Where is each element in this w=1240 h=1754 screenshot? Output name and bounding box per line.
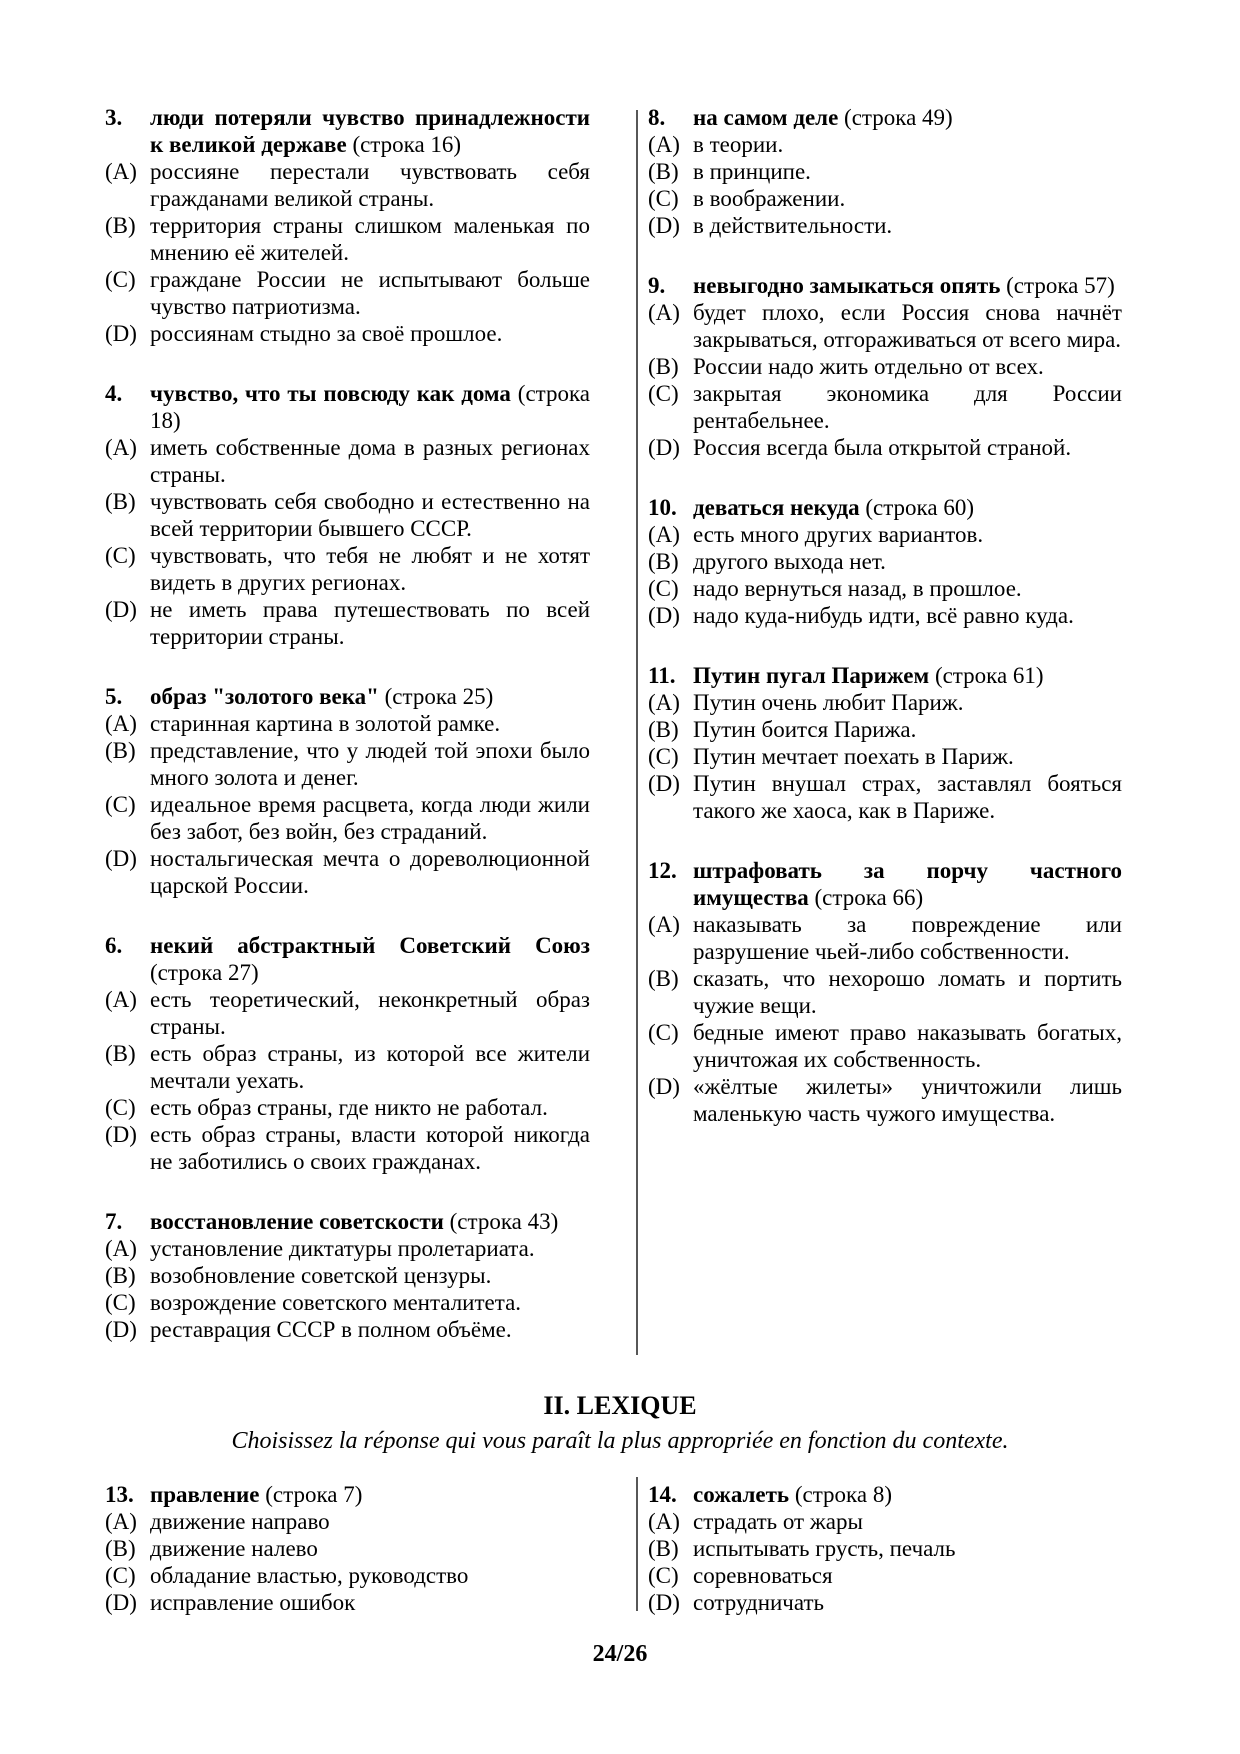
question-keyword: образ "золотого века" (150, 684, 379, 709)
option-letter: (C) (105, 1095, 136, 1120)
answer-option (648, 1562, 1122, 1589)
option-letter: (C) (648, 186, 679, 211)
question-keyword: некий абстрактный Советский Союз (150, 933, 590, 958)
lexique-section-header (0, 1392, 1240, 1455)
option-letter: (D) (648, 1074, 680, 1099)
option-text: в принципе. (693, 159, 811, 184)
questions-column-right (648, 104, 1122, 1343)
question-keyword: Путин пугал Парижем (693, 663, 930, 688)
answer-option (648, 299, 1122, 353)
option-letter: (C) (648, 381, 679, 406)
answer-option (105, 1040, 590, 1094)
question-block (648, 494, 1122, 629)
question-block (105, 380, 590, 650)
option-text: надо вернуться назад, в прошлое. (693, 576, 1022, 601)
answer-option (105, 320, 590, 347)
question-title (693, 494, 1122, 521)
question-header (648, 272, 1122, 299)
option-letter: (A) (648, 690, 680, 715)
option-letter: (D) (648, 603, 680, 628)
option-text: ностальгическая мечта о дореволюционной царской России. (150, 846, 590, 898)
question-header (648, 494, 1122, 521)
question-block (105, 1208, 590, 1343)
question-title (150, 380, 590, 434)
answer-option (105, 737, 590, 791)
option-text: есть теоретический, неконкретный образ страны. (150, 987, 590, 1039)
question-line-ref: (строка 16) (352, 132, 462, 157)
option-letter: (B) (648, 549, 679, 574)
option-letter: (B) (105, 1536, 136, 1561)
option-letter: (D) (105, 1590, 137, 1615)
option-text: россиянам стыдно за своё прошлое. (150, 321, 503, 346)
answer-option (105, 1289, 590, 1316)
question-title (150, 1208, 590, 1235)
question-title (150, 683, 590, 710)
answer-option (105, 266, 590, 320)
option-letter: (B) (105, 213, 136, 238)
question-block (648, 1481, 1122, 1616)
option-letter: (A) (648, 132, 680, 157)
answer-option (648, 716, 1122, 743)
answer-option (105, 1316, 590, 1343)
answer-option (648, 131, 1122, 158)
answer-option (648, 212, 1122, 239)
option-letter: (D) (648, 213, 680, 238)
questions-column-left (105, 104, 590, 1343)
option-text: в теории. (693, 132, 784, 157)
option-text: движение направо (150, 1509, 330, 1534)
question-block (648, 272, 1122, 461)
question-title (150, 932, 590, 986)
option-letter: (A) (648, 912, 680, 937)
page-number: 24/26 (592, 1641, 648, 1667)
option-text: не иметь права путешествовать по всей территории страны. (150, 597, 590, 649)
option-letter: (B) (648, 354, 679, 379)
option-text: территория страны слишком маленькая по мнению её жителей. (150, 213, 590, 265)
option-text: будет плохо, если Россия снова начнёт закрываться, отгораживаться от всего мира. (693, 300, 1122, 352)
answer-option (105, 1235, 590, 1262)
answer-option (105, 1562, 590, 1589)
option-letter: (A) (105, 159, 137, 184)
question-header (105, 1208, 590, 1235)
option-text: Путин внушал страх, заставлял бояться такого же хаоса, как в Париже. (693, 771, 1122, 823)
option-text: соревноваться (693, 1563, 833, 1588)
answer-option (105, 1094, 590, 1121)
option-letter: (A) (105, 1509, 137, 1534)
question-number: 4. (105, 381, 123, 406)
answer-option (105, 542, 590, 596)
question-title (150, 104, 590, 158)
question-line-ref: (строка 60) (865, 495, 975, 520)
option-text: в действительности. (693, 213, 893, 238)
answer-option (648, 380, 1122, 434)
answer-option (105, 434, 590, 488)
question-block (105, 932, 590, 1175)
question-keyword: сожалеть (693, 1482, 790, 1507)
answer-option (105, 1508, 590, 1535)
option-letter: (B) (105, 489, 136, 514)
question-line-ref: (строка 27) (150, 960, 259, 985)
answer-option (648, 602, 1122, 629)
question-line-ref: (строка 66) (814, 885, 924, 910)
question-number: 9. (648, 273, 666, 298)
answer-option (105, 845, 590, 899)
answer-option (648, 548, 1122, 575)
question-header (105, 380, 590, 434)
question-header (648, 662, 1122, 689)
option-text: Россия всегда была открытой страной. (693, 435, 1072, 460)
question-title (693, 104, 1122, 131)
answer-option (648, 1019, 1122, 1073)
option-text: сотрудничать (693, 1590, 825, 1615)
question-title (693, 272, 1122, 299)
answer-option (648, 575, 1122, 602)
option-text: наказывать за повреждение или разрушение чьей-либо собственности. (693, 912, 1122, 964)
option-text: страдать от жары (693, 1509, 863, 1534)
answer-option (105, 212, 590, 266)
question-line-ref: (строка 49) (844, 105, 953, 130)
question-block (648, 857, 1122, 1127)
answer-option (648, 1589, 1122, 1616)
answer-option (648, 158, 1122, 185)
option-letter: (C) (105, 543, 136, 568)
option-letter: (A) (648, 522, 680, 547)
question-line-ref: (строка 7) (265, 1482, 363, 1507)
answer-option (648, 770, 1122, 824)
question-keyword: штрафовать за порчу частного имущества (693, 858, 1122, 910)
option-text: испытывать грусть, печаль (693, 1536, 956, 1561)
question-header (105, 104, 590, 158)
option-text: идеальное время расцвета, когда люди жили без забот, без войн, без страданий. (150, 792, 590, 844)
option-letter: (A) (105, 987, 137, 1012)
answer-option (648, 521, 1122, 548)
question-number: 3. (105, 105, 123, 130)
answer-option (648, 434, 1122, 461)
question-number: 5. (105, 684, 123, 709)
option-text: установление диктатуры пролетариата. (150, 1236, 535, 1261)
option-letter: (B) (648, 717, 679, 742)
lexique-column-right (648, 1481, 1122, 1616)
option-text: возобновление советской цензуры. (150, 1263, 492, 1288)
option-text: старинная картина в золотой рамке. (150, 711, 501, 736)
question-keyword: восстановление советскости (150, 1209, 444, 1234)
answer-option (648, 1535, 1122, 1562)
question-keyword: на самом деле (693, 105, 839, 130)
question-header (648, 104, 1122, 131)
option-text: Путин мечтает поехать в Париж. (693, 744, 1014, 769)
question-header (105, 683, 590, 710)
option-text: есть образ страны, власти которой никогда не заботились о своих гражданах. (150, 1122, 590, 1174)
answer-option (105, 791, 590, 845)
question-header (105, 932, 590, 986)
answer-option (648, 965, 1122, 1019)
option-text: есть много других вариантов. (693, 522, 984, 547)
option-text: есть образ страны, из которой все жители мечтали уехать. (150, 1041, 590, 1093)
option-text: «жёлтые жилеты» уничтожили лишь маленькую часть чужого имущества. (693, 1074, 1122, 1126)
option-text: сказать, что нехорошо ломать и портить чужие вещи. (693, 966, 1122, 1018)
option-text: представление, что у людей той эпохи было много золота и денег. (150, 738, 590, 790)
option-text: закрытая экономика для России рентабельнее. (693, 381, 1122, 433)
lexique-questions-section (105, 1481, 1122, 1616)
option-letter: (C) (648, 1020, 679, 1045)
question-number: 13. (105, 1482, 134, 1507)
question-title (693, 1481, 1122, 1508)
answer-option (105, 1535, 590, 1562)
option-text: исправление ошибок (150, 1590, 356, 1615)
option-letter: (D) (648, 435, 680, 460)
answer-option (648, 911, 1122, 965)
option-text: возрождение советского менталитета. (150, 1290, 522, 1315)
answer-option (105, 986, 590, 1040)
option-text: движение налево (150, 1536, 318, 1561)
question-title (693, 857, 1122, 911)
question-title (150, 1481, 590, 1508)
answer-option (105, 488, 590, 542)
answer-option (105, 1262, 590, 1289)
question-keyword: невыгодно замыкаться опять (693, 273, 1001, 298)
option-letter: (D) (648, 771, 680, 796)
option-letter: (D) (105, 1317, 137, 1342)
option-text: реставрация СССР в полном объёме. (150, 1317, 512, 1342)
option-text: другого выхода нет. (693, 549, 886, 574)
option-letter: (C) (105, 792, 136, 817)
answer-option (105, 158, 590, 212)
question-header (648, 857, 1122, 911)
option-text: надо куда-нибудь идти, всё равно куда. (693, 603, 1074, 628)
option-letter: (D) (105, 321, 137, 346)
answer-option (105, 1589, 590, 1616)
option-letter: (B) (105, 1263, 136, 1288)
question-block (648, 104, 1122, 239)
lexique-column-left (105, 1481, 590, 1616)
question-line-ref: (строка 57) (1006, 273, 1115, 298)
question-block (648, 662, 1122, 824)
question-number: 11. (648, 663, 676, 688)
option-text: обладание властью, руководство (150, 1563, 469, 1588)
option-text: России надо жить отдельно от всех. (693, 354, 1044, 379)
option-letter: (A) (105, 1236, 137, 1261)
option-letter: (A) (105, 435, 137, 460)
option-letter: (C) (648, 576, 679, 601)
question-block (105, 1481, 590, 1616)
option-letter: (B) (648, 966, 679, 991)
question-header (105, 1481, 590, 1508)
answer-option (105, 596, 590, 650)
option-text: чувствовать, что тебя не любят и не хотят видеть в других регионах. (150, 543, 590, 595)
option-letter: (B) (648, 159, 679, 184)
option-letter: (D) (105, 846, 137, 871)
option-letter: (B) (105, 1041, 136, 1066)
answer-option (648, 1508, 1122, 1535)
answer-option (105, 1121, 590, 1175)
option-letter: (B) (105, 738, 136, 763)
question-block (105, 104, 590, 347)
question-line-ref: (строка 18) (150, 381, 591, 433)
option-letter: (C) (648, 744, 679, 769)
question-number: 8. (648, 105, 666, 130)
option-letter: (C) (105, 1563, 136, 1588)
option-letter: (A) (648, 300, 680, 325)
option-text: есть образ страны, где никто не работал. (150, 1095, 548, 1120)
option-text: Путин очень любит Париж. (693, 690, 964, 715)
option-letter: (D) (105, 1122, 137, 1147)
option-text: в воображении. (693, 186, 846, 211)
option-letter: (D) (648, 1590, 680, 1615)
question-number: 14. (648, 1482, 677, 1507)
question-block (105, 683, 590, 899)
page-footer (0, 1641, 1240, 1668)
answer-option (648, 689, 1122, 716)
question-number: 12. (648, 858, 677, 883)
answer-option (648, 1073, 1122, 1127)
question-line-ref: (строка 25) (384, 684, 494, 709)
option-text: Путин боится Парижа. (693, 717, 917, 742)
question-number: 10. (648, 495, 677, 520)
option-letter: (D) (105, 597, 137, 622)
question-number: 6. (105, 933, 123, 958)
question-keyword: правление (150, 1482, 260, 1507)
question-line-ref: (строка 43) (449, 1209, 559, 1234)
question-keyword: чувство, что ты повсюду как дома (150, 381, 511, 406)
section-title: II. LEXIQUE (543, 1391, 697, 1420)
answer-option (648, 353, 1122, 380)
option-text: чувствовать себя свободно и естественно на всей территории бывшего СССР. (150, 489, 590, 541)
answer-option (648, 743, 1122, 770)
option-text: бедные имеют право наказывать богатых, уничтожая их собственность. (693, 1020, 1122, 1072)
section-instruction: Choisissez la réponse qui vous paraît la plus appropriée en fonction du contexte. (231, 1428, 1009, 1454)
option-letter: (B) (648, 1536, 679, 1561)
option-letter: (C) (105, 267, 136, 292)
comprehension-questions-section (105, 104, 1122, 1343)
option-letter: (A) (105, 711, 137, 736)
option-letter: (C) (648, 1563, 679, 1588)
question-keyword: деваться некуда (693, 495, 860, 520)
question-line-ref: (строка 8) (794, 1482, 892, 1507)
option-letter: (C) (105, 1290, 136, 1315)
question-number: 7. (105, 1209, 123, 1234)
answer-option (648, 185, 1122, 212)
answer-option (105, 710, 590, 737)
question-header (648, 1481, 1122, 1508)
option-text: граждане России не испытывают больше чувство патриотизма. (150, 267, 590, 319)
question-line-ref: (строка 61) (934, 663, 1044, 688)
question-keyword: люди потеряли чувство принадлежности к великой державе (150, 105, 590, 157)
option-letter: (A) (648, 1509, 680, 1534)
option-text: иметь собственные дома в разных регионах страны. (150, 435, 590, 487)
option-text: россияне перестали чувствовать себя гражданами великой страны. (150, 159, 590, 211)
question-title (693, 662, 1122, 689)
